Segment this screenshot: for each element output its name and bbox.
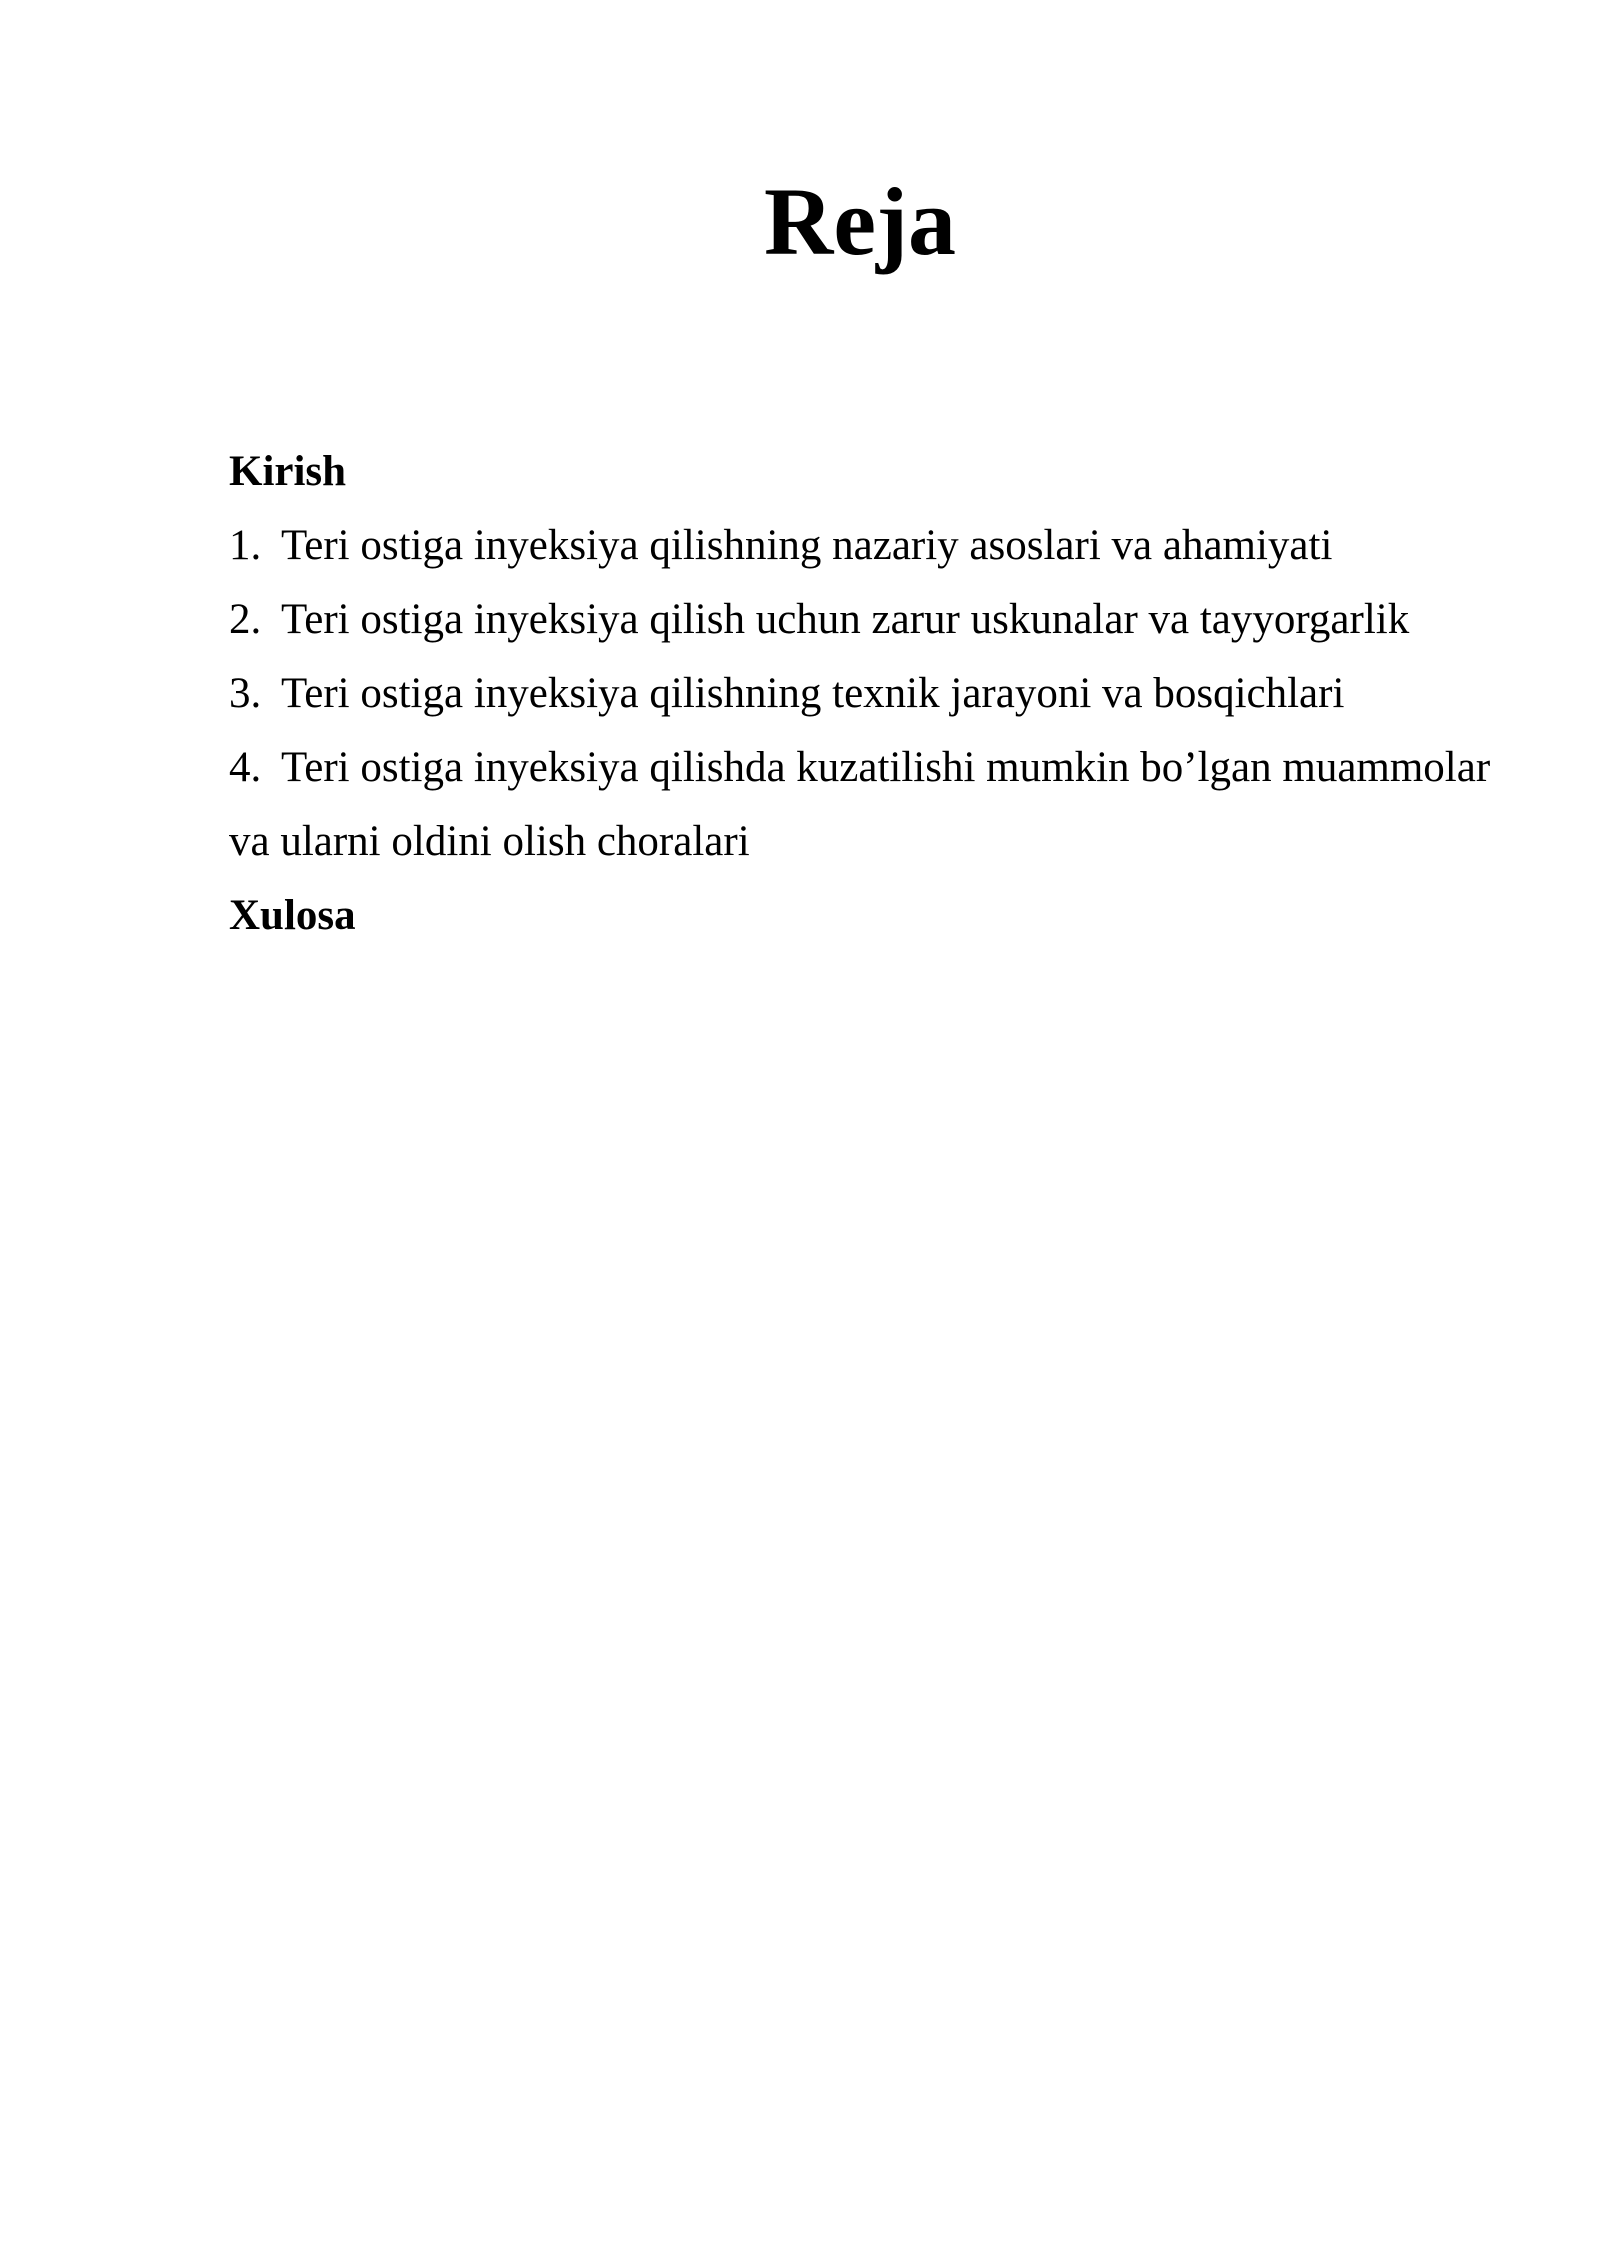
item-text: Teri ostiga inyeksiya qilishning nazariy asoslari va ahamiyati xyxy=(281,522,1333,569)
item-number: 2. xyxy=(229,596,262,643)
page-title: Reja xyxy=(764,168,956,275)
table-of-contents xyxy=(229,435,1529,953)
item-text: Teri ostiga inyeksiya qilishning texnik jarayoni va bosqichlari xyxy=(281,670,1345,717)
contents-list xyxy=(229,509,1529,879)
item-text: Teri ostiga inyeksiya qilish uchun zarur uskunalar va tayyorgarlik xyxy=(281,596,1410,643)
intro-heading: Kirish xyxy=(229,448,347,495)
item-number: 1. xyxy=(229,522,262,569)
item-number: 4. xyxy=(229,744,262,791)
list-item xyxy=(229,731,1529,879)
list-item xyxy=(229,583,1529,657)
item-text: Teri ostiga inyeksiya qilishda kuzatilishi mumkin bo’lgan muammolar va ularni oldini olish choralari xyxy=(229,744,1491,865)
list-item xyxy=(229,509,1529,583)
list-item xyxy=(229,657,1529,731)
item-number: 3. xyxy=(229,670,262,717)
conclusion-heading: Xulosa xyxy=(229,892,356,939)
